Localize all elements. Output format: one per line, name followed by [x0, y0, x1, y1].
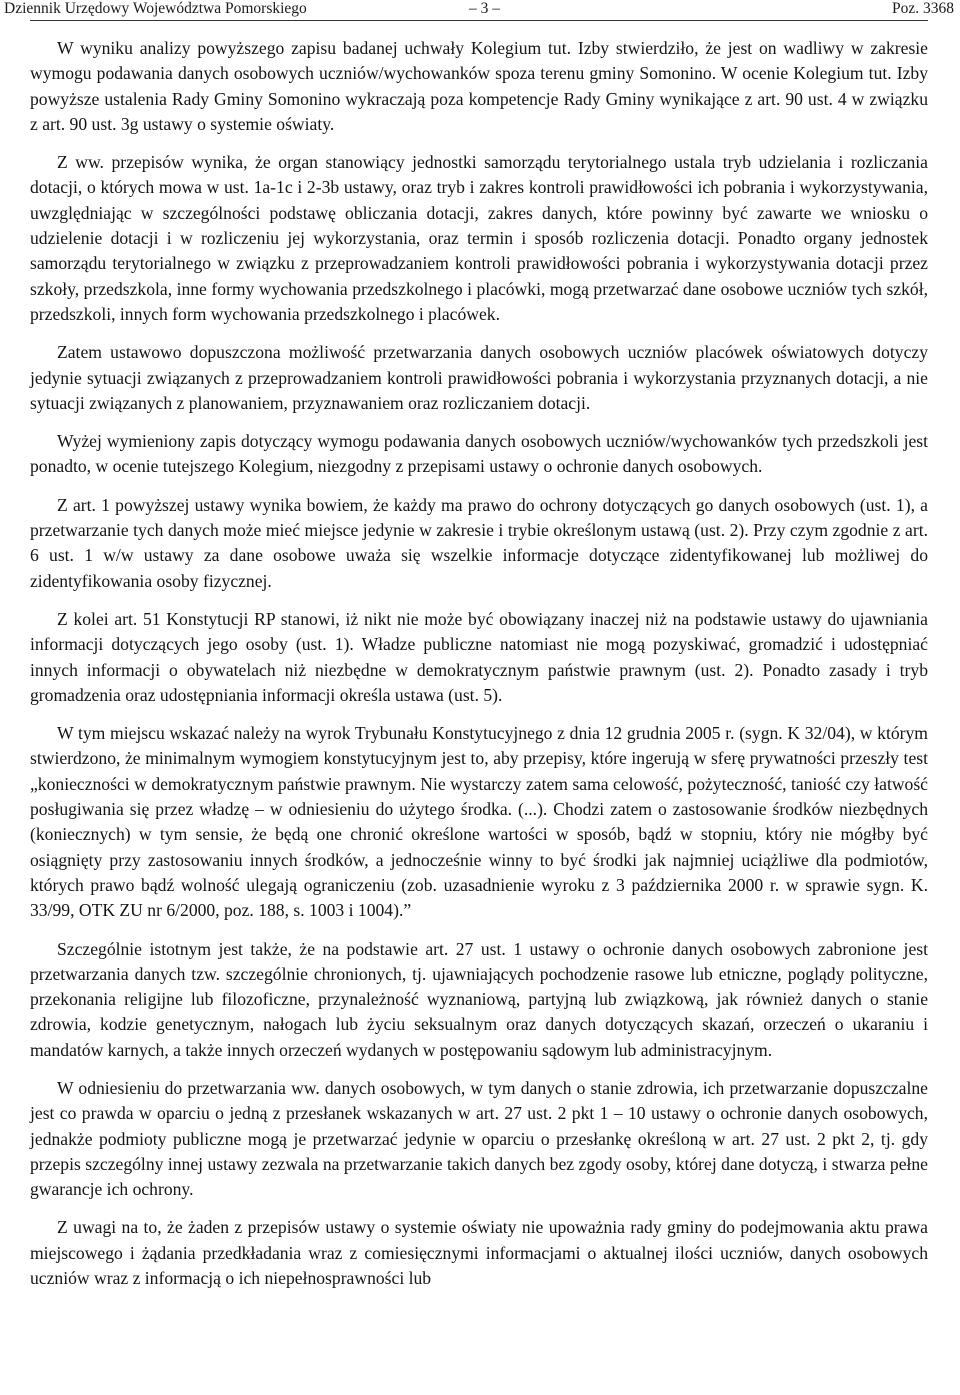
journal-title: Dziennik Urzędowy Województwa Pomorskiego: [4, 0, 307, 17]
page-header: [4, 0, 954, 20]
header-rule: [30, 20, 928, 21]
paragraph: Z art. 1 powyższej ustawy wynika bowiem, że każdy ma prawo do ochrony dotyczących go danych osobowych (ust. 1), a przetwarzanie tych danych może mieć miejsce jedynie w zakresie i trybie określonym ustawą (ust. 2). Przy czym zgodnie z art. 6 ust. 1 w/w ustawy za dane osobowe uważa się wszelkie informacje dotyczące zidentyfikowanej lub możliwej do zidentyfikowania osoby fizycznej.: [30, 494, 928, 591]
page-number: – 3 –: [469, 0, 500, 17]
paragraph: Z kolei art. 51 Konstytucji RP stanowi, iż nikt nie może być obowiązany inaczej niż na podstawie ustawy do ujawniania informacji dotyczących jego osoby (ust. 1). Władze publiczne natomiast nie mogą pozyskiwać, gromadzić i udostępniać innych informacji o obywatelach niż niezbędne w demokratycznym państwie prawnym (ust. 2). Ponadto zasady i tryb gromadzenia oraz udostępniania informacji określa ustawa (ust. 5).: [30, 608, 928, 705]
paragraph: Wyżej wymieniony zapis dotyczący wymogu podawania danych osobowych uczniów/wychowanków tych przedszkoli jest ponadto, w ocenie tutejszego Kolegium, niezgodny z przepisami ustawy o ochronie danych osobowych.: [30, 431, 928, 477]
document-body: [30, 36, 928, 1304]
paragraph: W wyniku analizy powyższego zapisu badanej uchwały Kolegium tut. Izby stwierdziło, że jest on wadliwy w zakresie wymogu podawania danych osobowych uczniów/wychowanków spoza terenu gminy Somonino. W ocenie Kolegium tut. Izby powyższe ustalenia Rady Gminy Somonino wykraczają poza kompetencje Rady Gminy wynikające z art. 90 ust. 4 w związku z art. 90 ust. 3g ustawy o systemie oświaty.: [30, 38, 928, 134]
paragraph: W tym miejscu wskazać należy na wyrok Trybunału Konstytucyjnego z dnia 12 grudnia 2005 r. (sygn. K 32/04), w którym stwierdzono, że minimalnym wymogiem konstytucyjnym jest to, aby przepisy, które ingerują w sferę prywatności przeszły test „konieczności w demokratycznym państwie prawnym. Nie wystarczy zatem sama celowość, pożyteczność, taniość czy łatwość posługiwania się przez władzę – w odniesieniu do użytego środka. (...). Chodzi zatem o zastosowanie środków niezbędnych (koniecznych) w tym sensie, że będą one chronić określone wartości w sposób, bądź w stopniu, który nie mógłby być osiągnięty przy zastosowaniu innych środków, a jednocześnie winny to być środki jak najmniej uciążliwe dla podmiotów, których prawo bądź wolność ulegają ograniczeniu (zob. uzasadnienie wyroku z 3 października 2000 r. w sprawie sygn. K. 33/99, OTK ZU nr 6/2000, poz. 188, s. 1003 i 1004).”: [30, 723, 928, 921]
paragraph: Szczególnie istotnym jest także, że na podstawie art. 27 ust. 1 ustawy o ochronie danych osobowych zabronione jest przetwarzania danych tzw. szczególnie chronionych, tj. ujawniających pochodzenie rasowe lub etniczne, poglądy polityczne, przekonania religijne lub filozoficzne, przynależność wyznaniową, partyjną lub związkową, jak również danych o stanie zdrowia, kodzie genetycznym, nałogach lub życiu seksualnym oraz danych dotyczących skazań, orzeczeń o ukaraniu i mandatów karnych, a także innych orzeczeń wydanych w postępowaniu sądowym lub administracyjnym.: [30, 938, 928, 1060]
paragraph: Z ww. przepisów wynika, że organ stanowiący jednostki samorządu terytorialnego ustala tryb udzielania i rozliczania dotacji, o których mowa w ust. 1a-1c i 2-3b ustawy, oraz tryb i zakres kontroli prawidłowości ich pobrania i wykorzystywania, uwzględniając w szczególności podstawę obliczania dotacji, zakres danych, które powinny być zawarte we wniosku o udzielenie dotacji i w rozliczeniu jej wykorzystania, oraz termin i sposób rozliczenia dotacji. Ponadto organy jednostek samorządu terytorialnego w związku z przeprowadzaniem kontroli prawidłowości pobrania i wykorzystywania dotacji przez szkoły, przedszkola, inne formy wychowania przedszkolnego i placówki, mogą przetwarzać dane osobowe uczniów tych szkół, przedszkoli, innych form wychowania przedszkolnego i placówek.: [30, 152, 928, 324]
paragraph: W odniesieniu do przetwarzania ww. danych osobowych, w tym danych o stanie zdrowia, ich przetwarzanie dopuszczalne jest co prawda w oparciu o jedną z przesłanek wskazanych w art. 27 ust. 2 pkt 1 – 10 ustawy o ochronie danych osobowych, jednakże podmioty publiczne mogą je przetwarzać jedynie w oparciu o przesłankę określoną w art. 27 ust. 2 pkt 2, tj. gdy przepis szczególny innej ustawy zezwala na przetwarzanie takich danych bez zgody osoby, której dane dotyczą, i stwarza pełne gwarancje ich ochrony.: [30, 1077, 928, 1200]
paragraph: Z uwagi na to, że żaden z przepisów ustawy o systemie oświaty nie upoważnia rady gminy do podejmowania aktu prawa miejscowego i żądania przedkładania wraz z comiesięcznymi informacjami o aktualnej ilości uczniów, danych osobowych uczniów wraz z informacją o ich niepełnosprawności lub: [30, 1217, 928, 1289]
position-number: Poz. 3368: [892, 0, 954, 17]
paragraph: Zatem ustawowo dopuszczona możliwość przetwarzania danych osobowych uczniów placówek oświatowych dotyczy jedynie sytuacji związanych z przeprowadzaniem kontroli prawidłowości pobrania i wykorzystania przyznanych dotacji, a nie sytuacji związanych z planowaniem, przyznawaniem oraz rozliczaniem dotacji.: [30, 342, 928, 413]
